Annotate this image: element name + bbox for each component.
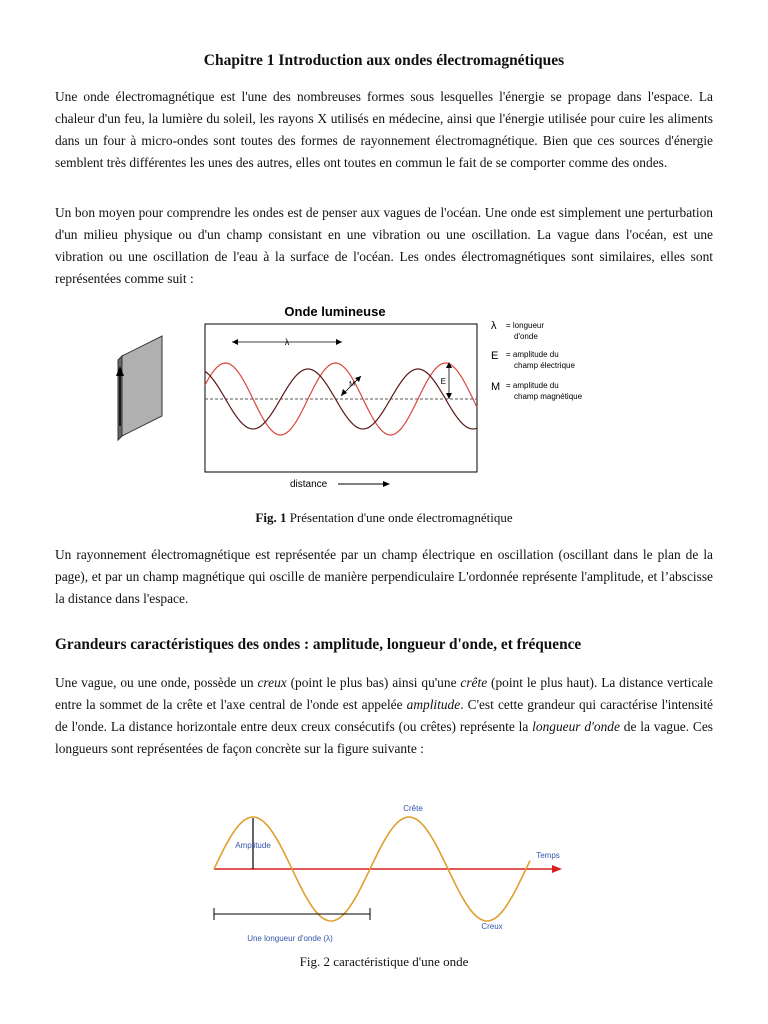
figure-1-legend [491, 320, 583, 401]
temps-label: Temps [536, 851, 560, 860]
crete-label: Crête [403, 804, 423, 813]
amplitude-label: Amplitude [235, 841, 271, 850]
figure-1-caption: Fig. 1 Présentation d'une onde électromagnétique [255, 510, 513, 525]
m-amplitude-arrow [341, 376, 361, 396]
section-heading: Grandeurs caractéristiques des ondes : amplitude, longueur d'onde, et fréquence [55, 636, 582, 653]
figure-1-frame [205, 324, 477, 472]
paragraph-intro: Une onde électromagnétique est l'une des nombreuses formes sous lesquelles l'énergie se propage dans l'espace. La chaleur d'un feu, la lumière du soleil, les rayons X utilisés en médecine, ainsi que l'énergie utilisée pour cuire les aliments dans un four à micro-ondes sont toutes des formes de rayonnement électromagnétique. Bien que ces sources d'énergie semblent très différentes les unes des autres, elles ont toutes en commun le fait de se comporter comme des ondes. [55, 89, 713, 170]
svg-text:λ: λ [491, 320, 497, 332]
figure-2-wave [200, 798, 580, 948]
svg-text:= amplitude du: = amplitude du [506, 381, 559, 390]
svg-text:E: E [440, 377, 446, 386]
svg-text:champ magnétique: champ magnétique [514, 392, 583, 401]
creux-label: Creux [481, 922, 503, 931]
longueur-term: longueur d'onde [532, 719, 620, 734]
creux-term: creux [257, 675, 287, 690]
svg-text:= amplitude du: = amplitude du [506, 350, 559, 359]
wavelength-arrow [232, 337, 342, 347]
source-panel-icon [116, 336, 162, 440]
svg-text:= longueur: = longueur [506, 321, 545, 330]
figure-1-xlabel: distance [290, 479, 328, 490]
chapter-title: Chapitre 1 Introduction aux ondes électromagnétiques [203, 52, 565, 69]
amplitude-term: amplitude [406, 697, 461, 712]
paragraph-ocean: Un bon moyen pour comprendre les ondes est de penser aux vagues de l'océan. Une onde est simplement une perturbation d'un milieu physique ou d'un champ consistant en une vibration ou une oscillation. La vague dans l'océan, est une vibration ou une oscillation de l'eau à la surface de l'océan. Les ondes électromagnétiques sont similaires, elles sont représentées comme suit : [55, 205, 713, 286]
svg-text:M: M [349, 381, 355, 388]
svg-text:E: E [491, 350, 499, 362]
svg-text:M: M [491, 381, 501, 393]
figure-1-heading: Onde lumineuse [284, 304, 386, 319]
figure-2-caption: Fig. 2 caractéristique d'une onde [299, 954, 469, 969]
paragraph-field: Un rayonnement électromagnétique est représentée par un champ électrique en oscillation (oscillant dans le plan de la page), et par un champ magnétique qui oscille de manière perpendiculaire L'ordonnée représente l'amplitude, et l’abscisse la distance dans l'espace. [55, 547, 713, 606]
paragraph-characteristics: Une vague, ou une onde, possède un creux (point le plus bas) ainsi qu'une crête (point le plus haut). La distance verticale entre la sommet de la crête et l'axe central de l'onde est appelée amplitude. C'est cette grandeur qui caractérise l'intensité de l'onde. La distance horizontale entre deux creux consécutifs (ou crêtes) représente la longueur d'onde de la vague. Ces longueurs sont représentées de façon concrète sur la figure suivante : [55, 675, 713, 756]
svg-text:d'onde: d'onde [514, 332, 538, 341]
time-axis-arrow [552, 865, 562, 873]
crete-term: crête [460, 675, 488, 690]
wavelength-label: Une longueur d'onde (λ) [247, 934, 333, 943]
figure-1-light-wave [110, 296, 630, 496]
svg-text:λ: λ [284, 337, 290, 347]
svg-text:champ électrique: champ électrique [514, 361, 575, 370]
distance-arrow [338, 481, 390, 487]
